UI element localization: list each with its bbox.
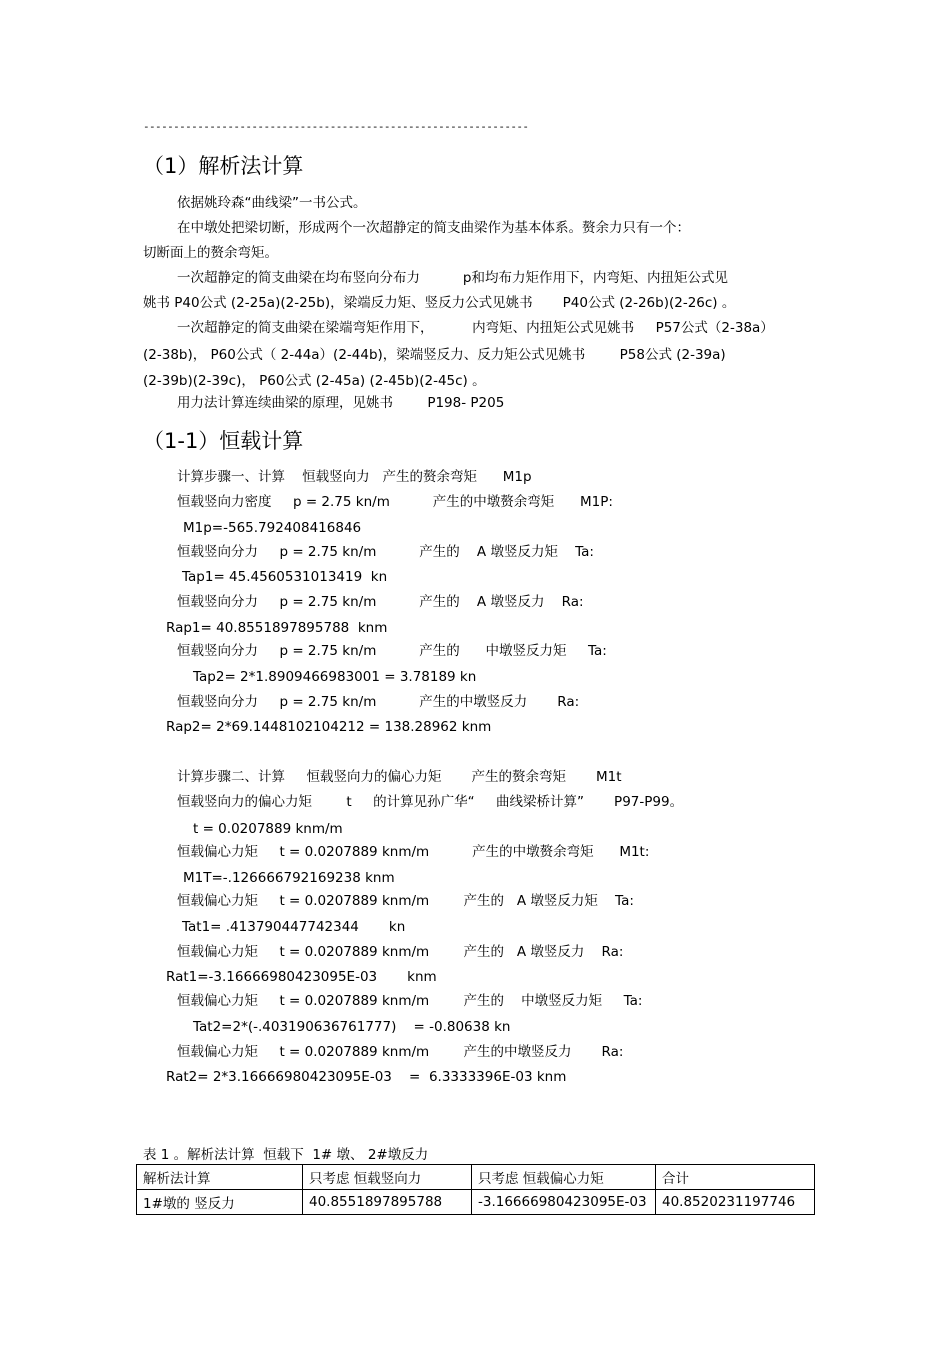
calc-line: 恒载竖向分力 p = 2.75 kn/m 产生的 中墩竖反力矩 Ta: bbox=[177, 643, 607, 659]
calc-result: Rat1=-3.16666980423095E-03 knm bbox=[166, 969, 437, 985]
section-heading-2: （1-1）恒载计算 bbox=[143, 429, 304, 453]
table-header-cell: 解析法计算 bbox=[137, 1165, 303, 1190]
section-heading-1: （1）解析法计算 bbox=[143, 154, 304, 178]
reaction-table bbox=[136, 1164, 815, 1215]
paragraph-line: 一次超静定的简支曲梁在均布竖向分布力 p和均布力矩作用下，内弯矩、内扭矩公式见 bbox=[177, 270, 728, 286]
table-header-cell: 只考虑 恒载偏心力矩 bbox=[472, 1165, 656, 1190]
table-cell: 40.8520231197746 bbox=[656, 1190, 815, 1215]
calc-line: 恒载竖向力密度 p = 2.75 kn/m 产生的中墩赘余弯矩 M1P: bbox=[177, 494, 613, 510]
calc-result: Rap2= 2*69.1448102104212 = 138.28962 knm bbox=[166, 719, 492, 735]
calc-result: M1p=-565.792408416846 bbox=[183, 520, 362, 536]
paragraph-line: 在中墩处把梁切断，形成两个一次超静定的简支曲梁作为基本体系。赘余力只有一个： bbox=[177, 220, 690, 236]
paragraph-line: 切断面上的赘余弯矩。 bbox=[143, 245, 278, 261]
calc-line: 恒载偏心力矩 t = 0.0207889 knm/m 产生的中墩竖反力 Ra: bbox=[177, 1044, 624, 1060]
paragraph-line: 姚书 P40公式 (2-25a)(2-25b)，梁端反力矩、竖反力公式见姚书 P40公式 (2-26b)(2-26c) 。 bbox=[143, 295, 736, 311]
calc-line: 恒载偏心力矩 t = 0.0207889 knm/m 产生的 A 墩竖反力矩 Ta: bbox=[177, 893, 634, 909]
table-cell: 1#墩的 竖反力 bbox=[137, 1190, 303, 1215]
table-header-cell: 只考虑 恒载竖向力 bbox=[303, 1165, 472, 1190]
table-header-cell: 合计 bbox=[656, 1165, 815, 1190]
calc-line: 恒载竖向分力 p = 2.75 kn/m 产生的 A 墩竖反力矩 Ta: bbox=[177, 544, 594, 560]
separator-line: ---------------------------------------------------------------- bbox=[143, 120, 529, 133]
calc-line: 恒载偏心力矩 t = 0.0207889 knm/m 产生的 中墩竖反力矩 Ta: bbox=[177, 993, 643, 1009]
calc-result: Tat1= .413790447742344 kn bbox=[182, 919, 406, 935]
paragraph-line: 依据姚玲森“曲线梁”一书公式。 bbox=[177, 195, 367, 211]
calc-result: Tap2= 2*1.8909466983001 = 3.78189 kn bbox=[193, 669, 477, 685]
paragraph-line: (2-39b)(2-39c)， P60公式 (2-45a) (2-45b)(2-45c) 。 bbox=[143, 373, 486, 389]
paragraph-line: 一次超静定的简支曲梁在梁端弯矩作用下， 内弯矩、内扭矩公式见姚书 P57公式（2-38a） bbox=[177, 320, 774, 336]
calc-result: Tat2=2*(-.403190636761777) = -0.80638 kn bbox=[193, 1019, 511, 1035]
calc-result: Rap1= 40.8551897895788 knm bbox=[166, 620, 388, 636]
paragraph-line: 用力法计算连续曲梁的原理，见姚书 P198- P205 bbox=[177, 395, 505, 411]
calc-line: 计算步骤二、计算 恒载竖向力的偏心力矩 产生的赘余弯矩 M1t bbox=[177, 769, 622, 785]
calc-line: 计算步骤一、计算 恒载竖向力 产生的赘余弯矩 M1p bbox=[177, 469, 532, 485]
table-caption: 表 1 。解析法计算 恒载下 1# 墩、 2#墩反力 bbox=[143, 1147, 429, 1163]
calc-result: Rat2= 2*3.16666980423095E-03 = 6.3333396E-03 knm bbox=[166, 1069, 567, 1085]
calc-line: 恒载偏心力矩 t = 0.0207889 knm/m 产生的中墩赘余弯矩 M1t: bbox=[177, 844, 650, 860]
calc-result: M1T=-.126666792169238 knm bbox=[183, 870, 395, 886]
calc-result: t = 0.0207889 knm/m bbox=[193, 821, 343, 837]
calc-result: Tap1= 45.4560531013419 kn bbox=[182, 569, 388, 585]
calc-line: 恒载偏心力矩 t = 0.0207889 knm/m 产生的 A 墩竖反力 Ra: bbox=[177, 944, 624, 960]
table-cell: -3.16666980423095E-03 bbox=[472, 1190, 656, 1215]
calc-line: 恒载竖向力的偏心力矩 t 的计算见孙广华“ 曲线梁桥计算” P97-P99。 bbox=[177, 794, 684, 810]
table-cell: 40.8551897895788 bbox=[303, 1190, 472, 1215]
paragraph-line: (2-38b)， P60公式（ 2-44a）(2-44b)，梁端竖反力、反力矩公式见姚书 P58公式 (2-39a) bbox=[143, 347, 726, 363]
calc-line: 恒载竖向分力 p = 2.75 kn/m 产生的 A 墩竖反力 Ra: bbox=[177, 594, 584, 610]
calc-line: 恒载竖向分力 p = 2.75 kn/m 产生的中墩竖反力 Ra: bbox=[177, 694, 580, 710]
table-header-row bbox=[137, 1165, 815, 1190]
table-row bbox=[137, 1190, 815, 1215]
